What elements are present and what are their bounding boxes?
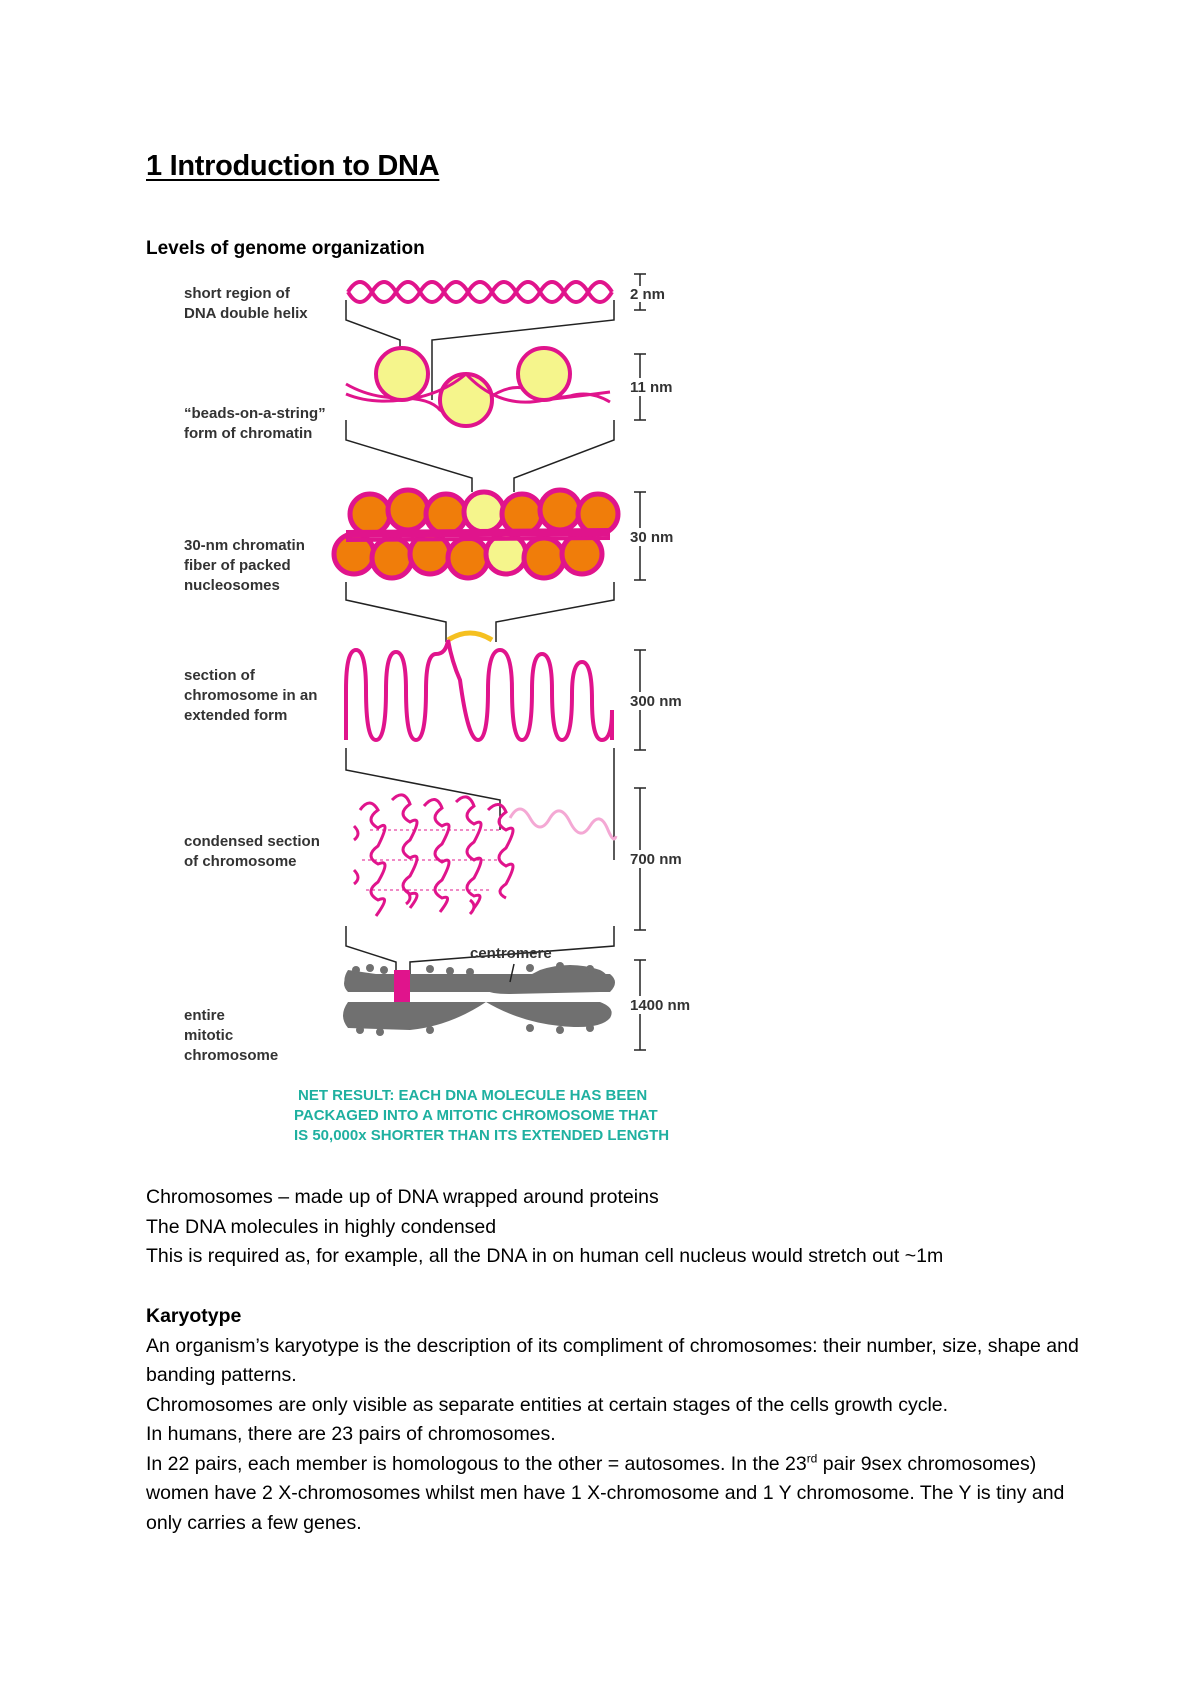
label-dna-double-helix — [184, 285, 308, 322]
svg-text:centromere: centromere — [470, 945, 552, 962]
karyotype-section — [146, 1302, 1086, 1538]
chromosome-intro-paragraph — [146, 1183, 1086, 1272]
svg-text:extended form: extended form — [184, 707, 288, 724]
karyotype-heading: Karyotype — [146, 1305, 242, 1327]
svg-text:300 nm: 300 nm — [630, 693, 682, 710]
svg-text:of chromosome: of chromosome — [184, 853, 297, 870]
svg-text:mitotic: mitotic — [184, 1027, 234, 1044]
body-line: In humans, there are 23 pairs of chromosomes. — [146, 1423, 556, 1445]
page-title: 1 Introduction to DNA — [146, 150, 440, 182]
svg-text:section of: section of — [184, 667, 255, 684]
svg-text:short region of: short region of — [184, 285, 290, 302]
svg-text:30 nm: 30 nm — [630, 529, 674, 546]
svg-text:nucleosomes: nucleosomes — [184, 577, 280, 594]
section-heading-genome-organization: Levels of genome organization — [146, 238, 425, 259]
net-result-caption — [294, 1087, 669, 1144]
svg-text:fiber of packed: fiber of packed — [184, 557, 291, 574]
svg-text:700 nm: 700 nm — [630, 851, 682, 868]
beads-on-string-diagram — [346, 348, 610, 426]
condensed-chromosome-tail — [510, 809, 616, 839]
superscript: rd — [806, 1451, 818, 1465]
zoom-connector-2 — [346, 420, 614, 492]
svg-text:11 nm: 11 nm — [630, 379, 673, 396]
condensed-chromosome-diagram — [354, 795, 513, 916]
label-mitotic-chromosome — [184, 1007, 278, 1064]
svg-text:PACKAGED INTO A MITOTIC CHROMO: PACKAGED INTO A MITOTIC CHROMOSOME THAT — [294, 1107, 658, 1124]
label-beads-on-string — [184, 405, 326, 442]
zoom-connector-4 — [346, 748, 614, 860]
svg-text:DNA double helix: DNA double helix — [184, 305, 308, 322]
mitotic-chromosome-diagram — [343, 962, 615, 1036]
svg-text:condensed section: condensed section — [184, 833, 320, 850]
extended-chromosome-diagram — [346, 633, 612, 740]
svg-text:IS 50,000x SHORTER THAN ITS EX: IS 50,000x SHORTER THAN ITS EXTENDED LENGTH — [294, 1127, 670, 1144]
body-line: This is required as, for example, all the DNA in on human cell nucleus would stretch out ~1m — [146, 1245, 944, 1267]
body-line: Chromosomes are only visible as separate entities at certain stages of the cells growth cycle. — [146, 1393, 949, 1416]
chromatin-fiber-diagram — [334, 490, 618, 578]
body-fragment: pair 9sex chromosomes) women have 2 X-chromosomes whilst men have 1 X-chromosome and 1 Y chromosome. The Y is tiny and only carries a few genes. — [146, 1452, 1065, 1534]
svg-text:1400 nm: 1400 nm — [630, 997, 691, 1014]
svg-text:chromosome in an: chromosome in an — [184, 687, 318, 704]
body-line: Chromosomes – made up of DNA wrapped around proteins — [146, 1186, 659, 1208]
svg-text:chromosome: chromosome — [184, 1047, 279, 1064]
svg-text:entire: entire — [184, 1007, 225, 1024]
label-30nm-fiber — [184, 537, 305, 594]
svg-text:2 nm: 2 nm — [630, 286, 666, 303]
svg-text:form of chromatin: form of chromatin — [184, 425, 313, 442]
svg-text:NET RESULT: EACH DNA MOLECULE: NET RESULT: EACH DNA MOLECULE HAS BEEN — [298, 1087, 648, 1104]
genome-organization-figure — [170, 270, 770, 1150]
label-condensed-section — [184, 833, 320, 870]
body-line: The DNA molecules in highly condensed — [146, 1215, 497, 1238]
svg-text:“beads-on-a-string”: “beads-on-a-string” — [184, 405, 326, 422]
body-line: An organism’s karyotype is the description of its compliment of chromosomes: their number, size, shape and banding patterns. — [146, 1334, 1079, 1386]
dna-double-helix-diagram — [348, 282, 612, 302]
label-extended-section — [184, 667, 317, 724]
body-fragment: In 22 pairs, each member is homologous to the other = autosomes. In the 23 — [146, 1452, 807, 1475]
body-line — [146, 1450, 1086, 1539]
svg-text:30-nm chromatin: 30-nm chromatin — [184, 537, 305, 554]
